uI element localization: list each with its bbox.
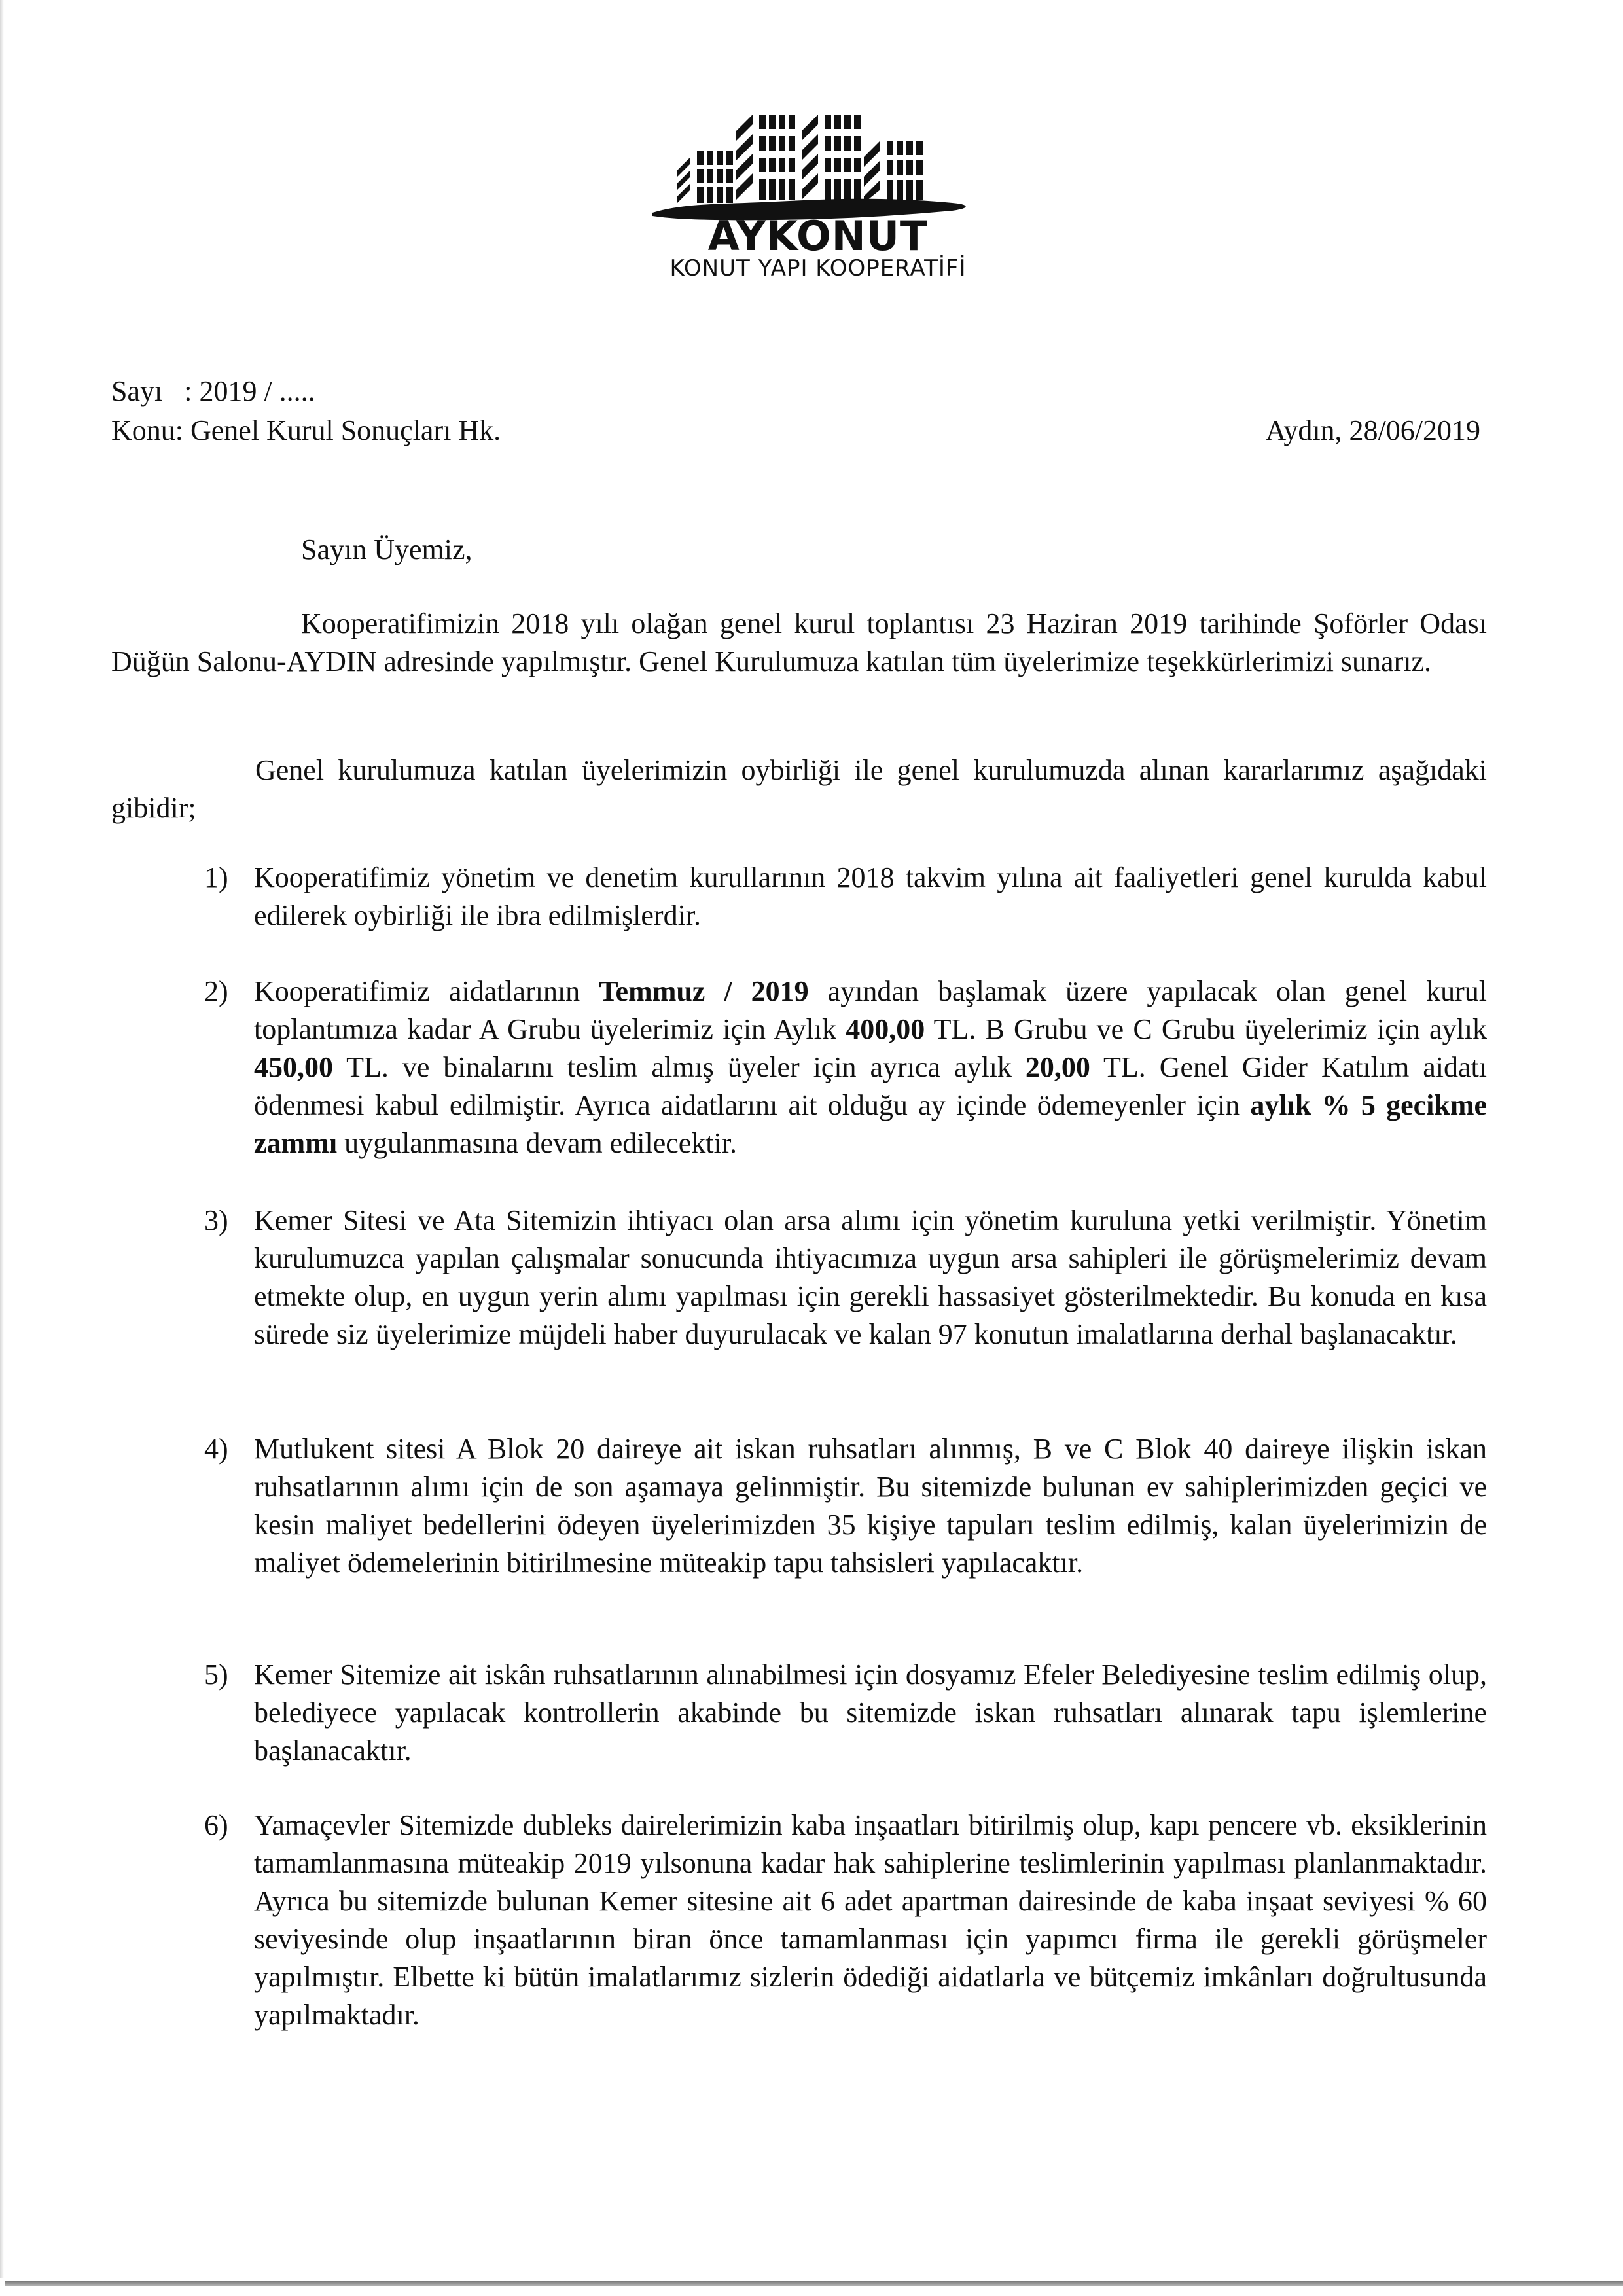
item-number: 4) [204,1433,228,1465]
subject-line [111,416,501,445]
item-text [254,973,1487,1162]
decision-item [111,1430,1487,1582]
item-number: 6) [204,1809,228,1841]
item-text [254,859,1487,935]
text-segment: TL. Genel Gider Katılım aidatı ödenmesi kabul edilmiştir. Ayrıca aidatlarını ait olduğu ay içinde ödemeyenler için [254,1051,1487,1121]
item-number: 2) [204,975,228,1007]
item-text [254,1656,1487,1770]
text-segment: Yamaçevler Sitemizde dubleks dairelerimizin kaba inşaatları bitirilmiş olup, kapı pencere vb. eksiklerinin tamamlanmasına müteakip 2019 yılsonuna kadar hak sahiplerine teslimlerinin yapılması planlanmaktadır. Ayrıca bu sitemizde bulunan Kemer sitesine ait 6 adet apartman dairesinde de kaba inşaat seviyesi % 60 seviyesinde olup inşaatlarının biran önce tamamlanması için yapımcı firma ile gerekli görüşmeler yapılmıştır. Elbette ki bütün imalatlarımız sizlerin ödediği aidatlarla ve bütçemiz imkânları doğrultusunda yapılmaktadır. [254,1809,1487,2031]
decision-item [111,859,1487,935]
emphasized-text: 20,00 [1025,1051,1090,1083]
scan-edge-bottom [5,2281,1623,2286]
sayi-value: : 2019 / ..... [184,375,315,407]
intro-paragraph: Kooperatifimizin 2018 yılı olağan genel kurul toplantısı 23 Haziran 2019 tarihinde Şoförler Odası Düğün Salonu-AYDIN adresinde yapılmıştır. Genel Kurulumuza katılan tüm üyelerimize teşekkürlerimizi sunarız. [111,607,1487,677]
text-segment: uygulanmasına devam edilecektir. [337,1127,737,1159]
decisions-intro-paragraph: Genel kurulumuza katılan üyelerimizin oybirliği ile genel kurulumuzda alınan kararlarımız aşağıdaki gibidir; [111,754,1487,824]
scan-edge-left [0,0,4,2278]
text-segment: Mutlukent sitesi A Blok 20 daireye ait iskan ruhsatları alınmış, B ve C Blok 40 daireye ilişkin iskan ruhsatlarının alımı için de son aşamaya gelinmiştir. Bu sitemizde bulunan ev sahiplerimizden geçici ve kesin maliyet bedellerini ödeyen üyelerimizden 35 kişiye tapuları teslim edilmiş, kalan üyelerimizin de maliyet ödemelerinin bitirilmesine müteakip tapu tahsisleri yapılacaktır. [254,1433,1487,1579]
text-segment: ayından başlamak üzere yapılacak olan genel kurul toplantımıza kadar A Grubu üyelerimiz için Aylık [254,975,1487,1045]
decision-item [111,1202,1487,1354]
item-text [254,1202,1487,1354]
konu-label: Konu: [111,414,183,446]
text-segment: Kooperatifimiz yönetim ve denetim kurullarının 2018 takvim yılına ait faaliyetleri genel kurulda kabul edilerek oybirliği ile ibra edilmişlerdir. [254,861,1487,931]
brand-subtitle: KONUT YAPI KOOPERATİFİ [669,255,967,281]
item-number: 5) [204,1659,228,1691]
text-segment: Kooperatifimiz aidatlarının [254,975,599,1007]
sayi-label: Sayı [111,375,163,407]
emphasized-text: 450,00 [254,1051,333,1083]
konu-value: Genel Kurul Sonuçları Hk. [190,414,501,446]
emphasized-text: Temmuz / 2019 [599,975,809,1007]
decision-item [111,973,1487,1162]
emphasized-text: 400,00 [846,1013,925,1045]
item-number: 1) [204,861,228,893]
text-segment: Kemer Sitemize ait iskân ruhsatlarının alınabilmesi için dosyamız Efeler Belediyesine teslim edilmiş olup, belediyece yapılacak kontrollerin akabinde bu sitemizde iskan ruhsatları alınarak tapu işlemlerine başlanacaktır. [254,1659,1487,1767]
text-segment: Kemer Sitesi ve Ata Sitemizin ihtiyacı olan arsa alımı için yönetim kuruluna yetki verilmiştir. Yönetim kurulumuzca yapılan çalışmalar sonucunda ihtiyacımıza uygun arsa sahipleri ile görüşmelerimiz devam etmekte olup, en uygun yerin alımı yapılması için gerekli hassasiyet gösterilmektedir. Bu konuda en kısa sürede siz üyelerimize müjdeli haber duyurulacak ve kalan 97 konutun imalatlarına derhal başlanacaktır. [254,1204,1487,1350]
text-segment: TL. B Grubu ve C Grubu üyelerimiz için aylık [925,1013,1488,1045]
place-date: Aydın, 28/06/2019 [1265,414,1480,446]
emphasized-text: aylık % 5 gecikme zammı [254,1089,1488,1159]
brand-name: AYKONUT [707,212,929,260]
reference-number [111,377,315,406]
decision-item [111,1656,1487,1770]
item-number: 3) [204,1204,228,1236]
decision-item [111,1806,1487,2034]
item-text [254,1430,1487,1582]
salutation: Sayın Üyemiz, [301,533,473,565]
text-segment: TL. ve binalarını teslim almış üyeler için ayrıca aylık [333,1051,1026,1083]
item-text [254,1806,1487,2034]
